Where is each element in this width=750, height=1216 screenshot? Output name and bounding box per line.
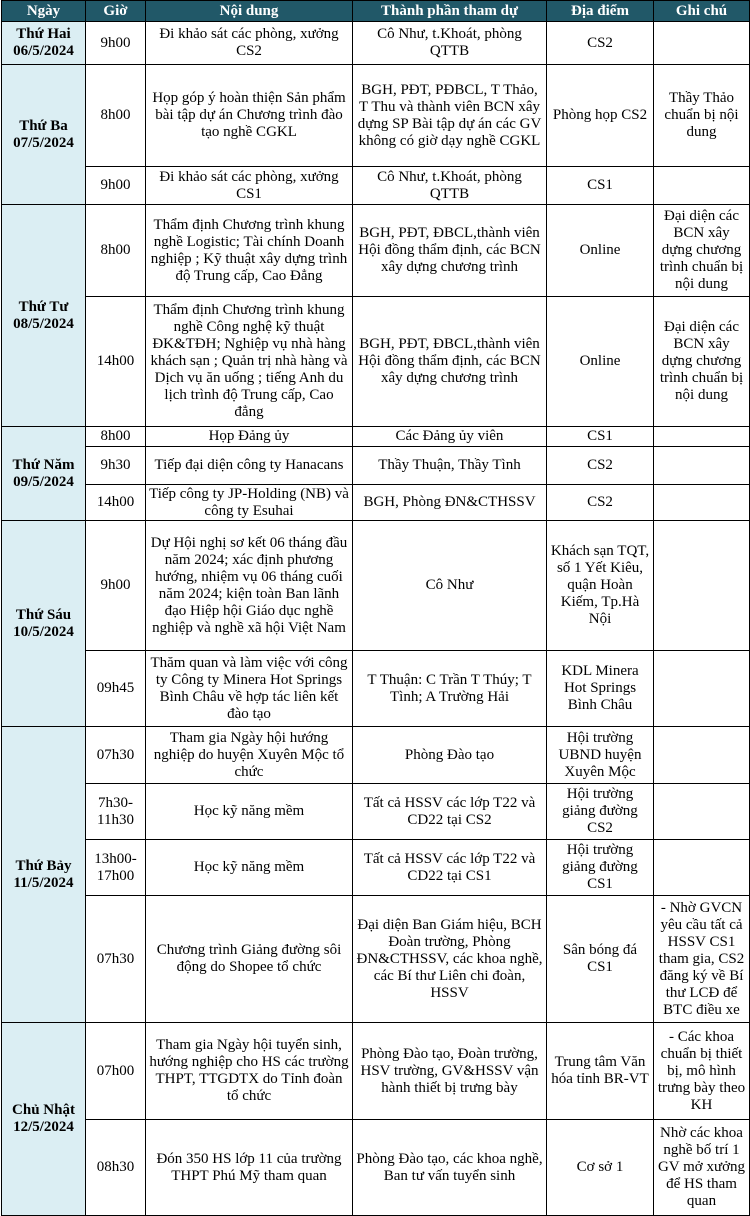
date-label: 12/5/2024 [13,1119,74,1135]
table-row [2,521,750,651]
content-cell: Dự Hội nghị sơ kết 06 tháng đầu năm 2024; xác định phương hướng, nhiệm vụ 06 tháng cuối năm 2024; kiện toàn Ban lãnh đạo Hiệp hội Giáo dục nghề nghiệp và nghề xã hội Việt Nam [146,521,353,651]
location-cell: Hội trường giảng đường CS1 [547,840,654,896]
time-cell: 9h00 [86,167,146,205]
time-cell: 07h30 [86,896,146,1023]
date-label: 10/5/2024 [13,623,74,640]
day-cell [2,1023,86,1216]
table-row [2,427,750,447]
table-row [2,1023,750,1120]
day-cell [2,65,86,205]
table-row [2,447,750,485]
time-cell: 8h00 [86,65,146,167]
date-label: 09/5/2024 [13,473,74,490]
location-cell: CS1 [547,427,654,447]
day-cell [2,205,86,427]
note-cell [654,167,750,205]
time-cell: 8h00 [86,205,146,297]
time-cell: 07h30 [86,727,146,784]
content-cell: Học kỹ năng mềm [146,784,353,840]
content-cell: Thăm quan và làm việc với công ty Công ty Minera Hot Springs Bình Châu về hợp tác liên kết đào tạo [146,651,353,727]
note-cell: Nhờ các khoa nghề bố trí 1 GV mở xưởng để HS tham quan [654,1120,750,1216]
location-cell: Hội trường giảng đường CS2 [547,784,654,840]
date-label: 07/5/2024 [13,134,74,151]
participants-cell: Phòng Đào tạo, các khoa nghề, Ban tư vấn tuyển sinh [353,1120,547,1216]
time-cell: 09h45 [86,651,146,727]
participants-cell: Thầy Thuận, Thầy Tình [353,447,547,485]
header-day: Ngày [2,1,86,22]
location-cell: Hội trường UBND huyện Xuyên Mộc [547,727,654,784]
content-cell: Đón 350 HS lớp 11 của trường THPT Phú Mỹ tham quan [146,1120,353,1216]
content-cell: Họp Đảng ủy [146,427,353,447]
location-cell: Online [547,297,654,427]
time-cell: 14h00 [86,297,146,427]
note-cell: - Nhờ GVCN yêu cầu tất cả HSSV CS1 tham gia, CS2 đăng ký về Bí thư LCĐ để BTC điều xe [654,896,750,1023]
participants-cell: Tất cả HSSV các lớp T22 và CD22 tại CS2 [353,784,547,840]
table-row [2,167,750,205]
day-cell [2,521,86,727]
location-cell: CS2 [547,22,654,65]
note-cell [654,840,750,896]
time-cell: 9h00 [86,521,146,651]
date-label: 08/5/2024 [13,315,74,332]
content-cell: Đi khảo sát các phòng, xưởng CS2 [146,22,353,65]
participants-cell: BGH, PĐT, PĐBCL, T Thảo, T Thu và thành viên BCN xây dựng SP Bài tập dự án các GV không có giờ dạy nghề CGKL [353,65,547,167]
table-row [2,22,750,65]
participants-cell: Đại diện Ban Giám hiệu, BCH Đoàn trường, Phòng ĐN&CTHSSV, các khoa nghề, các Bí thư Liên chi đoàn, HSSV [353,896,547,1023]
note-cell [654,22,750,65]
time-cell: 07h00 [86,1023,146,1120]
weekday-label: Thứ Sáu [15,606,72,623]
content-cell: Chương trình Giảng đường sôi động do Shopee tổ chức [146,896,353,1023]
weekday-label: Thứ Ba [19,117,68,134]
participants-cell: Cô Như [353,521,547,651]
date-label: 11/5/2024 [13,874,74,891]
table-row [2,65,750,167]
header-note: Ghi chú [654,1,750,22]
content-cell: Họp góp ý hoàn thiện Sản phẩm bài tập dự án Chương trình đào tạo nghề CGKL [146,65,353,167]
participants-cell: Cô Như, t.Khoát, phòng QTTB [353,167,547,205]
table-row [2,840,750,896]
location-cell: Phòng họp CS2 [547,65,654,167]
note-cell: Đại diện các BCN xây dựng chương trình chuẩn bị nội dung [654,297,750,427]
note-cell [654,727,750,784]
table-row [2,485,750,521]
content-cell: Tiếp đại diện công ty Hanacans [146,447,353,485]
time-cell: 9h00 [86,22,146,65]
table-row [2,784,750,840]
participants-cell: BGH, PĐT, ĐBCL,thành viên Hội đồng thẩm định, các BCN xây dựng chương trình [353,205,547,297]
time-cell: 08h30 [86,1120,146,1216]
header-participants: Thành phần tham dự [353,1,547,22]
time-cell: 13h00- 17h00 [86,840,146,896]
participants-cell: Tất cả HSSV các lớp T22 và CD22 tại CS1 [353,840,547,896]
time-cell: 8h00 [86,427,146,447]
content-cell: Tham gia Ngày hội tuyển sinh, hướng nghiệp cho HS các trường THPT, TTGDTX do Tỉnh đoàn tổ chức [146,1023,353,1120]
header-location: Địa điểm [547,1,654,22]
date-label: 06/5/2024 [13,43,74,59]
content-cell: Tiếp công ty JP-Holding (NB) và công ty Esuhai [146,485,353,521]
note-cell [654,447,750,485]
content-cell: Học kỹ năng mềm [146,840,353,896]
note-cell: Thầy Thảo chuẩn bị nội dung [654,65,750,167]
table-row [2,297,750,427]
participants-cell: Các Đảng ủy viên [353,427,547,447]
location-cell: Khách sạn TQT, số 1 Yết Kiêu, quận Hoàn Kiếm, Tp.Hà Nội [547,521,654,651]
location-cell: CS2 [547,447,654,485]
participants-cell: Cô Như, t.Khoát, phòng QTTB [353,22,547,65]
table-row [2,205,750,297]
location-cell: Sân bóng đá CS1 [547,896,654,1023]
content-cell: Tham gia Ngày hội hướng nghiệp do huyện Xuyên Mộc tổ chức [146,727,353,784]
header-time: Giờ [86,1,146,22]
participants-cell: Phòng Đào tạo, Đoàn trường, HSV trường, GV&HSSV vận hành thiết bị trưng bày [353,1023,547,1120]
day-cell [2,427,86,521]
header-row [2,1,750,22]
participants-cell: BGH, PĐT, ĐBCL,thành viên Hội đồng thẩm định, các BCN xây dựng chương trình [353,297,547,427]
time-cell: 14h00 [86,485,146,521]
content-cell: Thẩm định Chương trình khung nghề Công nghệ kỹ thuật ĐK&TĐH; Nghiệp vụ nhà hàng khách sạn ; Quản trị nhà hàng và Dịch vụ ăn uống ; tiếng Anh du lịch trình độ Trung cấp, Cao đẳng [146,297,353,427]
table-row [2,727,750,784]
note-cell [654,427,750,447]
content-cell: Thẩm định Chương trình khung nghề Logistic; Tài chính Doanh nghiệp ; Kỹ thuật xây dựng trình độ Trung cấp, Cao Đẳng [146,205,353,297]
table-row [2,651,750,727]
location-cell: CS1 [547,167,654,205]
location-cell: KDL Minera Hot Springs Bình Châu [547,651,654,727]
weekday-label: Thứ Năm [12,456,75,473]
participants-cell: Phòng Đào tạo [353,727,547,784]
location-cell: CS2 [547,485,654,521]
note-cell: - Các khoa chuẩn bị thiết bị, mô hình trưng bày theo KH [654,1023,750,1120]
content-cell: Đi khảo sát các phòng, xưởng CS1 [146,167,353,205]
table-row [2,896,750,1023]
table-row [2,1120,750,1216]
weekday-label: Thứ Hai [16,26,71,42]
note-cell [654,521,750,651]
header-content: Nội dung [146,1,353,22]
participants-cell: T Thuận: C Trần T Thúy; T Tình; A Trường Hải [353,651,547,727]
time-cell: 7h30- 11h30 [86,784,146,840]
weekday-label: Thứ Tư [18,298,69,315]
time-cell: 9h30 [86,447,146,485]
weekday-label: Chủ Nhật [12,1102,75,1118]
weekday-label: Thứ Bảy [15,857,72,874]
location-cell: Online [547,205,654,297]
day-cell [2,727,86,1023]
location-cell: Cơ sở 1 [547,1120,654,1216]
participants-cell: BGH, Phòng ĐN&CTHSSV [353,485,547,521]
location-cell: Trung tâm Văn hóa tỉnh BR-VT [547,1023,654,1120]
day-cell [2,22,86,65]
note-cell [654,784,750,840]
note-cell [654,651,750,727]
note-cell: Đại diện các BCN xây dựng chương trình chuẩn bị nội dung [654,205,750,297]
note-cell [654,485,750,521]
weekly-schedule-table [1,0,750,1216]
